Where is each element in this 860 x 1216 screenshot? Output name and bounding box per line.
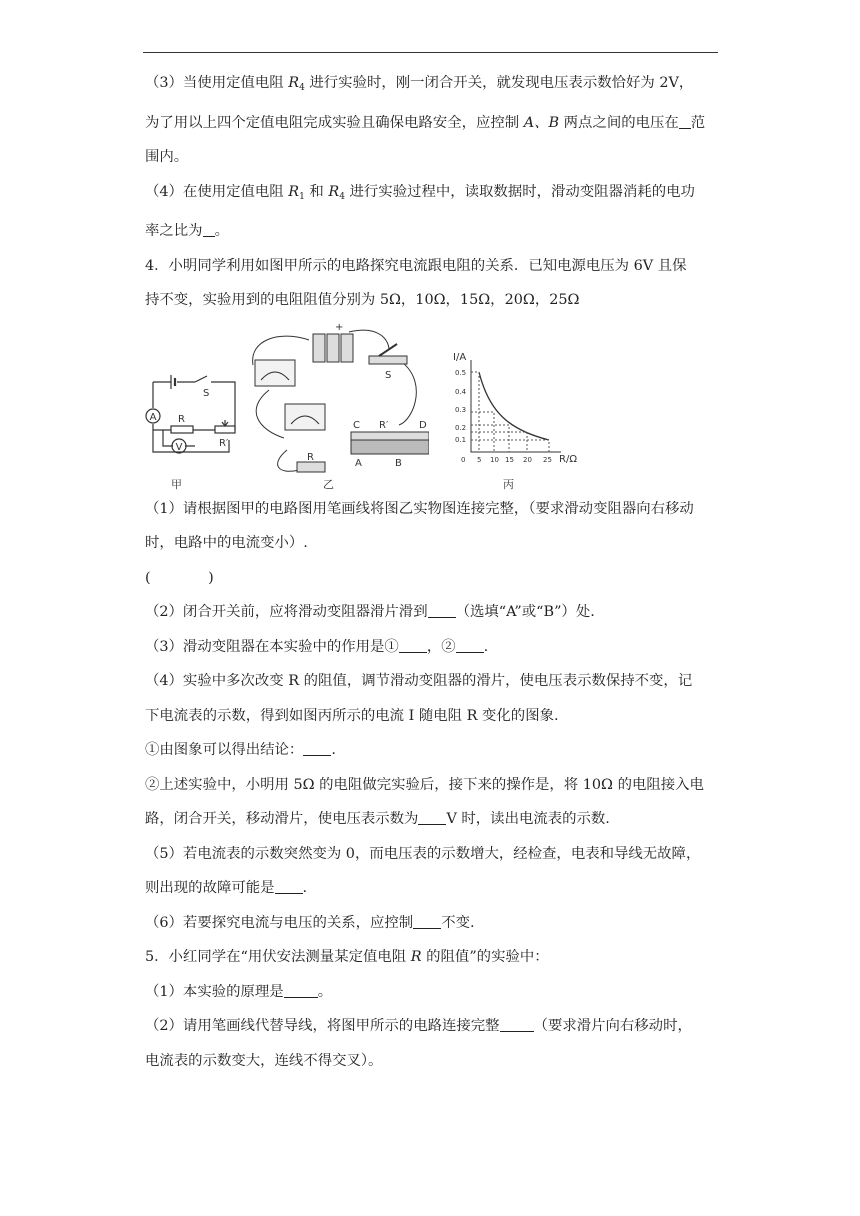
- text: （1）请根据图甲的电路图用笔画线将图乙实物图连接完整，（要求滑动变阻器向右移动: [145, 500, 694, 517]
- text: 的阻值”的实验中：: [421, 949, 549, 965]
- answer-blank[interactable]: [418, 810, 446, 825]
- var-r: R: [328, 183, 340, 200]
- text: （2）闭合开关前，应将滑动变阻器滑片滑到: [145, 604, 428, 620]
- text: ，②: [426, 638, 456, 655]
- text: （3）当使用定值电阻: [145, 75, 289, 91]
- xtick: 0: [461, 455, 466, 464]
- subscript: 4: [339, 191, 345, 202]
- var-ab: A、B: [523, 114, 560, 131]
- text: .: [302, 880, 308, 896]
- q4-sub1-line2: [145, 526, 720, 561]
- text: （5）若电流表的示数突然变为 0，而电压表的示数增大，经检查，电表和导线无故障，: [145, 845, 701, 862]
- terminal-c-label: C: [353, 419, 360, 431]
- q4-sub4-line3: [145, 733, 720, 768]
- q3-item3-line2: [145, 106, 720, 141]
- q4-stem-line2: [145, 283, 720, 318]
- q4-sub4-line1: [145, 664, 720, 699]
- text: （选填“A”或“B”）处.: [455, 604, 595, 620]
- text: 电流表的示数变大，连线不得交叉）。: [145, 1052, 383, 1069]
- header-rule: [143, 52, 718, 53]
- q3-item4-line1: [145, 175, 720, 215]
- q5-sub2-line2: [145, 1044, 720, 1079]
- q5-sub1: [145, 975, 720, 1010]
- text: 率之比为: [145, 223, 203, 239]
- text: ①由图象可以得出结论：: [145, 742, 304, 758]
- var-r: R: [288, 75, 300, 91]
- document-page: [145, 66, 720, 1078]
- text: 范: [690, 114, 706, 131]
- q4-stem-line1: [145, 249, 720, 284]
- ytick: 0.1: [455, 435, 467, 444]
- answer-blank[interactable]: [679, 113, 691, 128]
- text: 和: [304, 183, 329, 200]
- q4-sub1-line1: [145, 492, 720, 527]
- answer-blank[interactable]: [500, 1017, 534, 1032]
- text: （4）实验中多次改变 R 的阻值，调节滑动变阻器的滑片，使电压表示数保持不变，记: [145, 673, 693, 689]
- q4-figure: [143, 320, 720, 492]
- q4-sub4-line4: [145, 768, 720, 803]
- xtick: 20: [523, 455, 532, 464]
- q4-sub6: [145, 906, 720, 941]
- text: 下电流表的示数，得到如图丙所示的电流 I 随电阻 R 变化的图象.: [145, 707, 559, 724]
- ytick: 0.4: [455, 387, 467, 396]
- answer-blank[interactable]: [284, 982, 318, 997]
- text: 则出现的故障可能是: [145, 880, 275, 896]
- var-r: R: [410, 949, 422, 965]
- plus-mark: +: [335, 321, 344, 333]
- caption-yi: 乙: [323, 477, 334, 491]
- rprime-label: R′: [379, 419, 389, 431]
- q4-sub3: [145, 630, 720, 665]
- graph-xlabel: R/Ω: [559, 453, 577, 465]
- q5-stem: [145, 940, 720, 975]
- xtick: 25: [543, 455, 552, 464]
- voltmeter-label: V: [175, 441, 183, 453]
- text: 围内。: [145, 149, 189, 165]
- ytick: 0.3: [455, 405, 467, 414]
- text: 。: [317, 983, 333, 1000]
- resistor-r-label: R: [307, 451, 314, 463]
- text: （2）请用笔画线代替导线，将图甲所示的电路连接完整: [145, 1018, 500, 1034]
- text: 4．小明同学利用如图甲所示的电路探究电流跟电阻的关系．已知电源电压为 6V 且保: [145, 257, 687, 274]
- q4-sub4-line2: [145, 699, 720, 734]
- answer-blank[interactable]: [275, 879, 303, 894]
- text: （3）滑动变阻器在本实验中的作用是①: [145, 638, 399, 655]
- text: .: [331, 742, 336, 758]
- answer-blank[interactable]: [203, 222, 215, 237]
- text: （4）在使用定值电阻: [145, 183, 289, 200]
- text: 持不变，实验用到的电阻阻值分别为 5Ω，10Ω，15Ω，20Ω，25Ω: [145, 292, 580, 308]
- q4-sub2: [145, 595, 720, 630]
- switch-label: S: [203, 387, 210, 399]
- switch-s-label: S: [385, 369, 392, 381]
- q3-item3-line1: [145, 66, 720, 106]
- circuit-diagram-jia: [143, 370, 243, 475]
- text: 进行实验时，刚一闭合开关，就发现电压表示数恰好为 2V，: [304, 75, 694, 91]
- ytick: 0.2: [455, 423, 467, 432]
- text: 路，闭合开关，移动滑片，使电压表示数为: [145, 811, 419, 827]
- q3-item4-line2: [145, 214, 720, 249]
- terminal-a-label: A: [355, 457, 362, 469]
- text: 不变.: [441, 914, 475, 931]
- text: .: [483, 638, 489, 655]
- xtick: 10: [490, 455, 499, 464]
- subscript: 1: [299, 191, 305, 202]
- text: 时，电路中的电流变小）.: [145, 535, 308, 551]
- text: ②上述实验中，小明用 5Ω 的电阻做完实验后，接下来的操作是，将 10Ω 的电阻接入电: [145, 776, 704, 793]
- answer-paren[interactable]: ( ): [145, 569, 214, 586]
- caption-jia: 甲: [171, 477, 182, 491]
- text: （要求滑片向右移动时，: [533, 1018, 692, 1034]
- text: 两点之间的电压在: [559, 114, 679, 131]
- xtick: 15: [505, 455, 514, 464]
- answer-blank[interactable]: [456, 637, 484, 652]
- answer-blank[interactable]: [399, 637, 427, 652]
- text: （1）本实验的原理是: [145, 983, 284, 1000]
- text: 为了用以上四个定值电阻完成实验且确保电路安全，应控制: [145, 114, 524, 131]
- text: V 时，读出电流表的示数.: [446, 811, 610, 827]
- graph-ylabel: I/A: [453, 351, 467, 363]
- answer-blank[interactable]: [428, 603, 456, 618]
- resistor-label: R: [178, 413, 185, 425]
- text: （6）若要探究电流与电压的关系，应控制: [145, 914, 414, 931]
- answer-blank[interactable]: [303, 741, 331, 756]
- q4-sub5-line1: [145, 837, 720, 872]
- q4-sub4-line5: [145, 802, 720, 837]
- text: 进行实验过程中，读取数据时，滑动变阻器消耗的电功: [344, 183, 695, 200]
- text: 。: [214, 223, 229, 239]
- subscript: 4: [299, 83, 305, 93]
- answer-blank[interactable]: [413, 913, 441, 928]
- graph-bing: [449, 350, 579, 470]
- xtick: 5: [477, 455, 482, 464]
- terminal-d-label: D: [419, 419, 427, 431]
- caption-bing: 丙: [503, 477, 514, 491]
- q4-sub5-line2: [145, 871, 720, 906]
- rheostat-label: R′: [219, 437, 229, 449]
- q4-sub1-answer[interactable]: [145, 561, 720, 596]
- q5-sub2-line1: [145, 1009, 720, 1044]
- terminal-b-label: B: [395, 457, 402, 469]
- ytick: 0.5: [455, 368, 467, 377]
- text: 5．小红同学在“用伏安法测量某定值电阻: [145, 949, 411, 965]
- q3-item3-line3: [145, 140, 720, 175]
- apparatus-yi: [239, 320, 429, 480]
- var-r: R: [288, 183, 300, 200]
- ammeter-label: A: [149, 411, 157, 423]
